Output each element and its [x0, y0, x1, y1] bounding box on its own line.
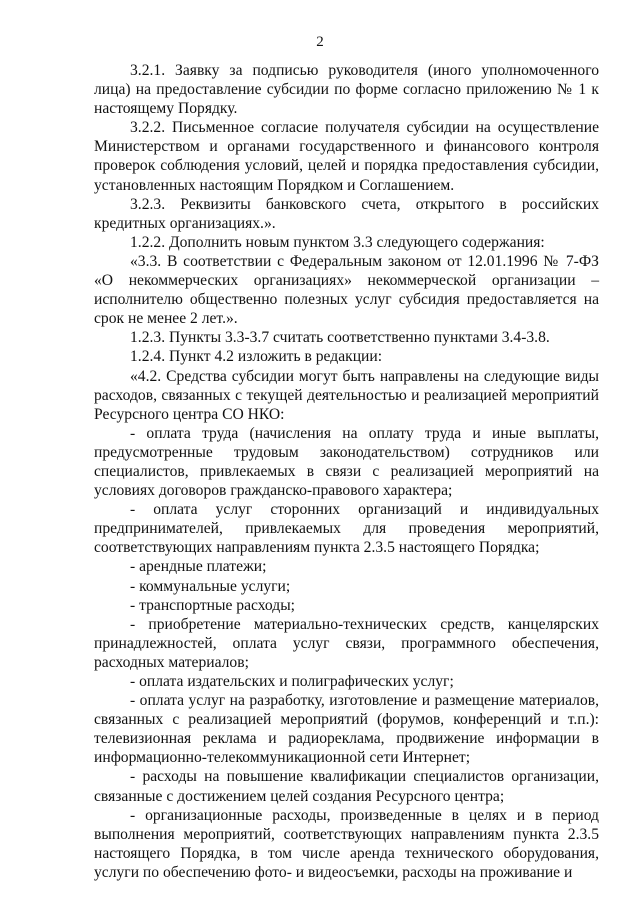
list-item-materials: - приобретение материально-технических средств, канцелярских принадлежностей, оплата услуг связи, программного обеспечения, расходных материалов;	[94, 615, 599, 671]
list-item-transport: - транспортные расходы;	[130, 596, 295, 614]
list-item-third-party-services: - оплата услуг сторонних организаций и индивидуальных предпринимателей, привлекаемых для проведения мероприятий, соответствующих направлениям пункта 2.3.5 настоящего Порядка;	[94, 501, 599, 557]
page-number: 2	[316, 34, 324, 50]
paragraph-3-2-3: 3.2.3. Реквизиты банковского счета, открытого в российских кредитных организациях.».	[94, 195, 599, 232]
list-item-utilities: - коммунальные услуги;	[130, 577, 291, 595]
list-item-organizational: - организационные расходы, произведенные в целях и в период выполнения мероприятий, соответствующих направлениям пункта 2.3.5 настоящего Порядка, в том числе аренда технического оборудования, услуги по обеспечению фото- и видеосъемки, расходы на проживание и	[94, 806, 599, 881]
paragraph-3-2-2: 3.2.2. Письменное согласие получателя субсидии на осуществление Министерством и органами государственного и финансового контроля проверок соблюдения условий, целей и порядка предоставления субсидии, установленных настоящим Порядком и Соглашением.	[94, 119, 599, 194]
list-item-printing: - оплата издательских и полиграфических услуг;	[130, 673, 454, 690]
paragraph-1-2-2: 1.2.2. Дополнить новым пунктом 3.3 следующего содержания:	[130, 233, 545, 251]
paragraph-3-3-quote: «3.3. В соответствии с Федеральным законом от 12.01.1996 № 7-ФЗ «О некоммерческих организациях» некоммерческой организации – исполнителю общественно полезных услуг субсидия предоставляется на срок не менее 2 лет.».	[94, 252, 599, 328]
paragraph-4-2-quote: «4.2. Средства субсидии могут быть направлены на следующие виды расходов, связанных с текущей деятельностью и реализацией мероприятий Ресурсного центра СО НКО:	[94, 367, 599, 423]
list-item-rent: - арендные платежи;	[130, 558, 267, 576]
list-item-salary: - оплата труда (начисления на оплату труда и иные выплаты, предусмотренные трудовым законодательством) сотрудников или специалистов, привлекаемых в связи с реализацией мероприятий на условиях договоров гражданско-правового характера;	[94, 424, 599, 500]
document-body	[94, 61, 599, 882]
paragraph-1-2-3: 1.2.3. Пункты 3.3-3.7 считать соответственно пунктами 3.4-3.8.	[130, 329, 550, 347]
list-item-training: - расходы на повышение квалификации специалистов организации, связанные с достижением целей создания Ресурсного центра;	[94, 768, 599, 805]
paragraph-1-2-4: 1.2.4. Пункт 4.2 изложить в редакции:	[130, 348, 383, 366]
list-item-promotion: - оплата услуг на разработку, изготовление и размещение материалов, связанных с реализацией мероприятий (форумов, конференций и т.п.): телевизионная реклама и радиореклама, продвижение информации в информационно-телекоммуникационной сети Интернет;	[94, 692, 599, 767]
paragraph-3-2-1: 3.2.1. Заявку за подписью руководителя (иного уполномоченного лица) на предоставление субсидии по форме согласно приложению № 1 к настоящему Порядку.	[94, 62, 599, 118]
